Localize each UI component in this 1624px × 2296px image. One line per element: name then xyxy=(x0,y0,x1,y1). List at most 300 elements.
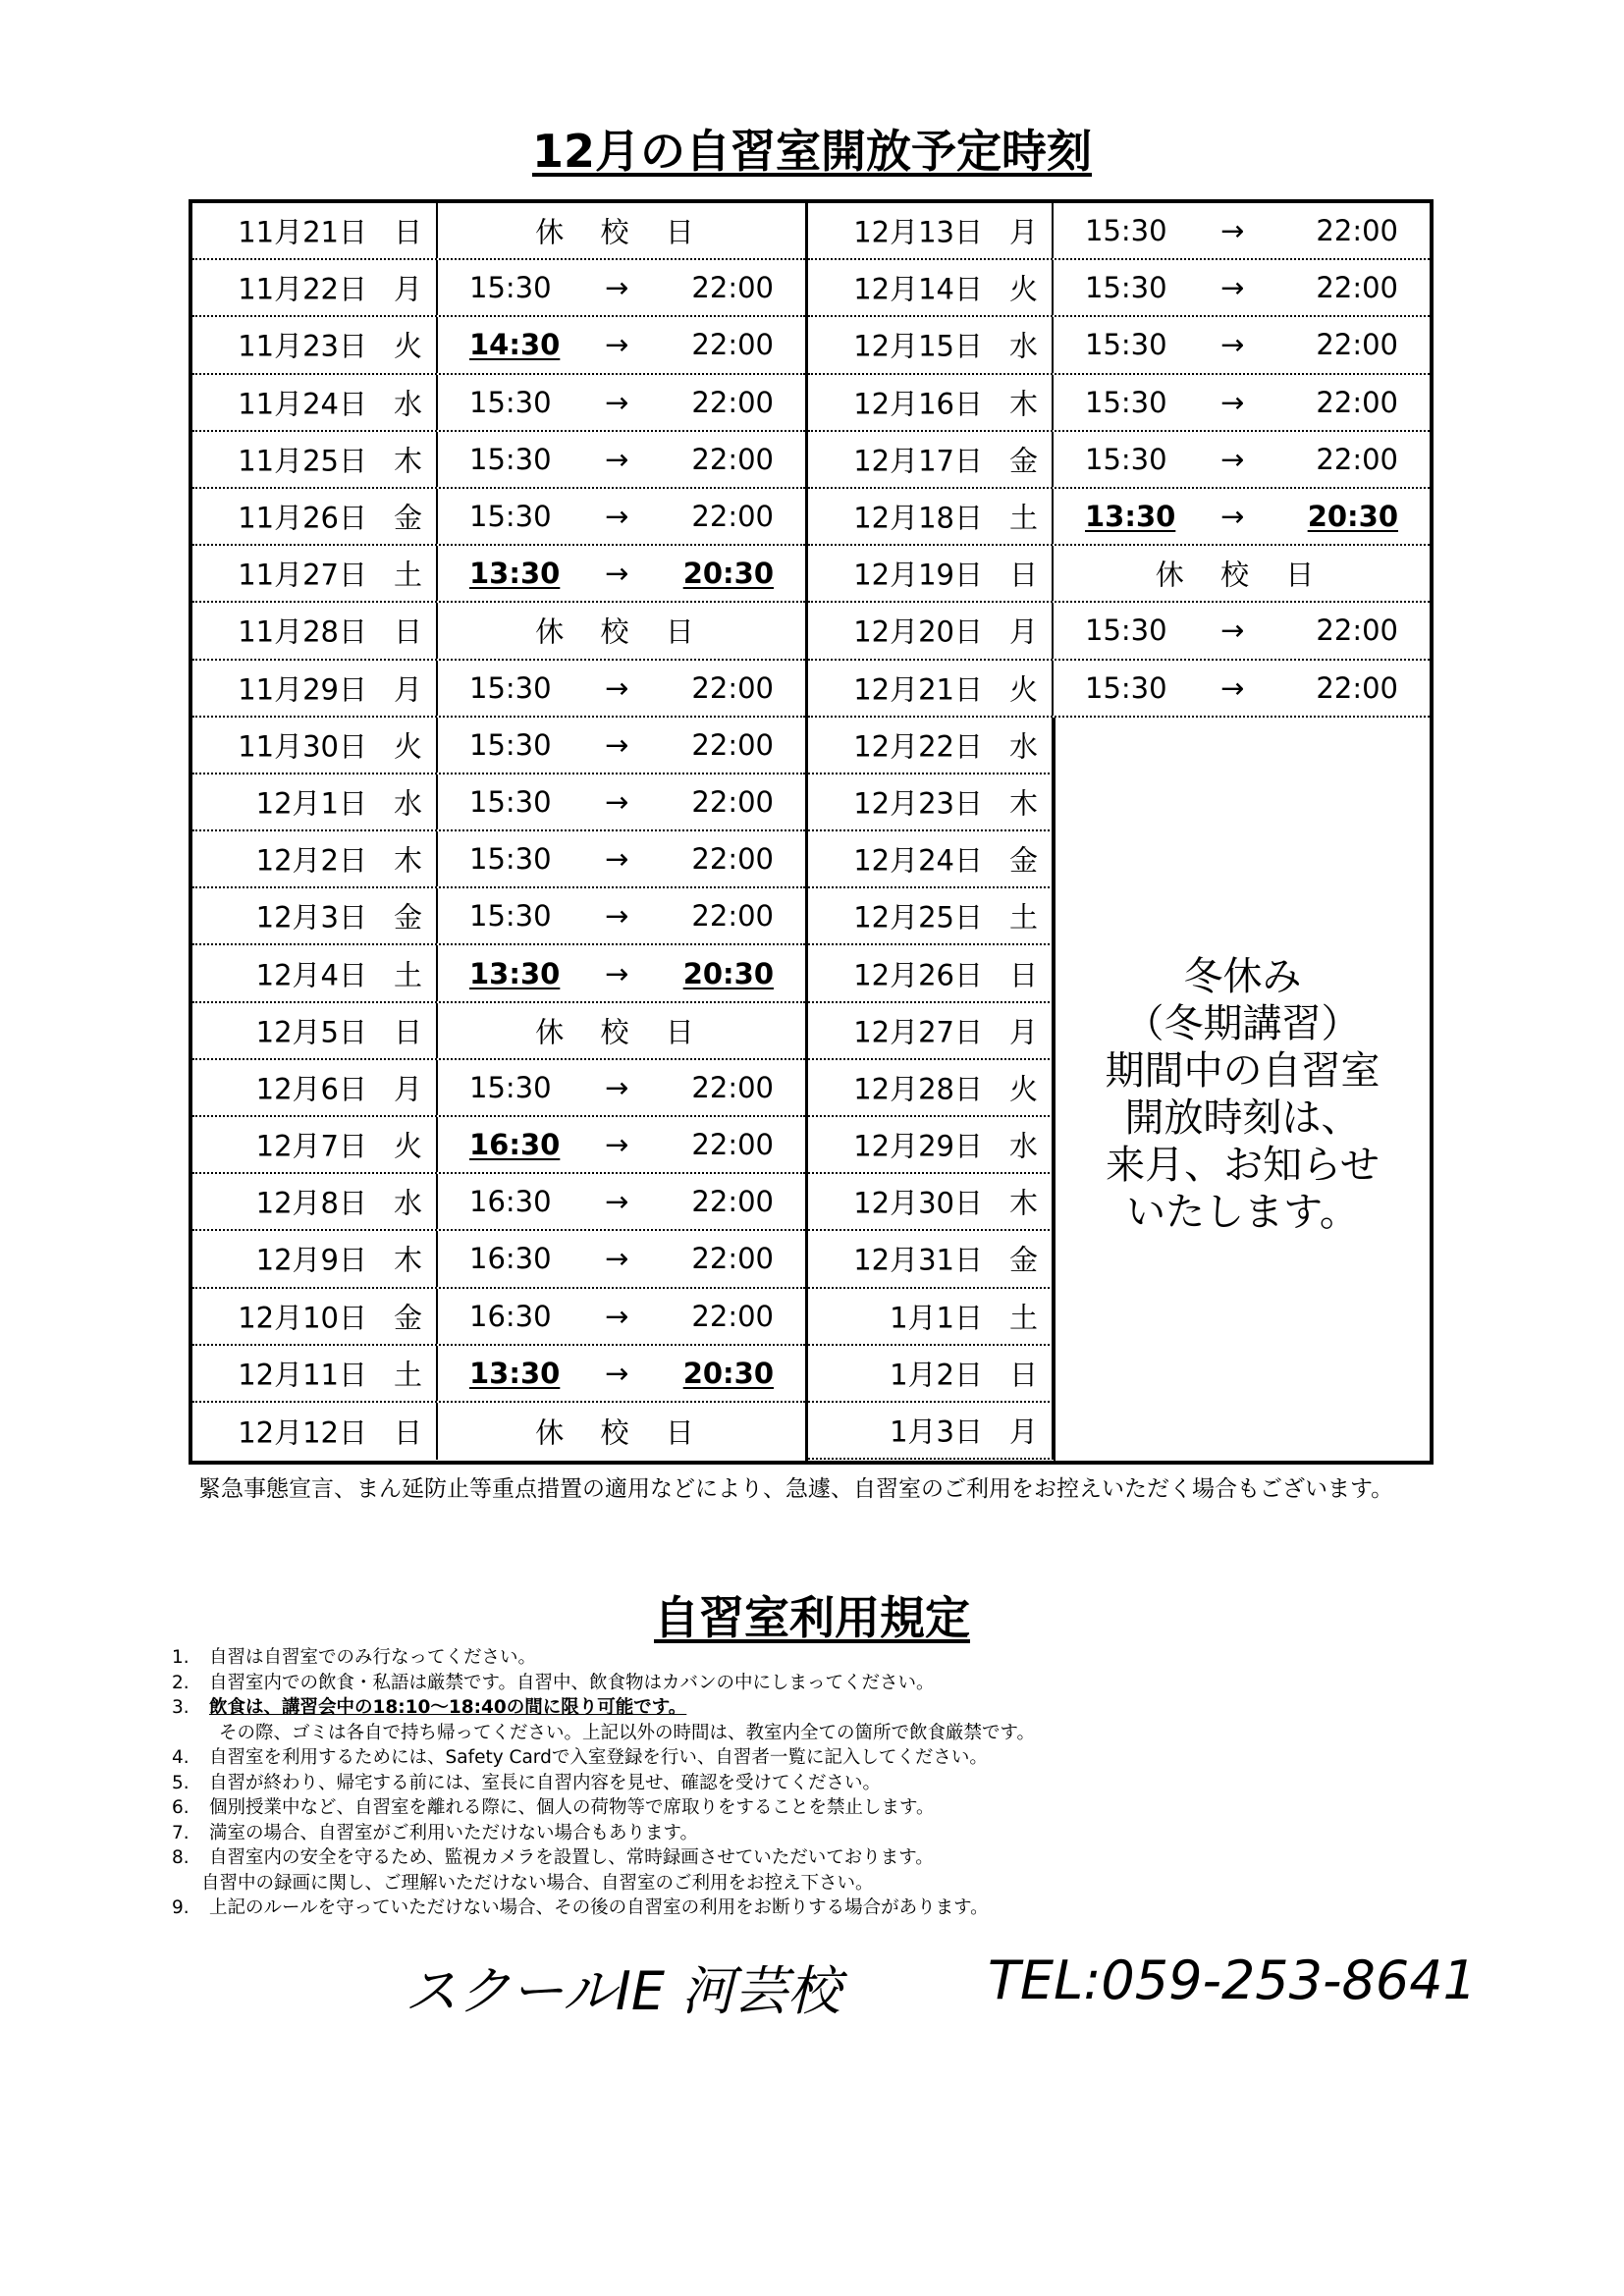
schedule-row xyxy=(192,432,805,489)
start-time: 16:30 xyxy=(469,1242,552,1276)
rule-text: 自習中の録画に関し、ご理解いただけない場合、自習室のご利用をお控え下さい。 xyxy=(201,1872,874,1894)
date-label: 12月8日 xyxy=(255,1186,367,1220)
time-cell xyxy=(438,1060,805,1115)
time-cell xyxy=(438,888,805,943)
date-label: 12月25日 xyxy=(853,900,983,934)
schedule-row xyxy=(808,546,1430,603)
end-time: 22:00 xyxy=(691,385,774,419)
schedule-row xyxy=(808,432,1430,489)
date-cell xyxy=(192,203,438,258)
weekday-label: 土 xyxy=(393,558,422,592)
date-cell xyxy=(808,317,1054,372)
time-cell xyxy=(1054,203,1430,258)
winter-notice-line: （冬期講習） xyxy=(1124,1001,1361,1046)
date-cell xyxy=(192,774,438,829)
date-label: 12月27日 xyxy=(853,1015,983,1049)
weekday-label: 木 xyxy=(393,1243,422,1277)
schedule-row xyxy=(192,546,805,603)
date-cell xyxy=(808,603,1054,658)
end-time: 22:00 xyxy=(691,1299,774,1333)
schedule-row xyxy=(192,945,805,1002)
weekday-label: 水 xyxy=(1008,329,1038,363)
date-cell xyxy=(192,718,438,773)
schedule-row xyxy=(808,831,1054,888)
schedule-row xyxy=(192,888,805,945)
weekday-label: 火 xyxy=(393,329,422,363)
arrow-icon: → xyxy=(605,442,629,476)
date-cell xyxy=(192,888,438,943)
footer xyxy=(0,1949,1624,2028)
date-label: 12月5日 xyxy=(255,1015,367,1049)
date-cell xyxy=(808,1289,1054,1344)
date-label: 11月23日 xyxy=(238,329,367,363)
rule-text: 自習室内の安全を守るため、監視カメラを設置し、常時録画させていただいております。 xyxy=(209,1847,934,1868)
date-cell xyxy=(808,1060,1054,1115)
date-label: 11月25日 xyxy=(238,444,367,478)
time-cell xyxy=(438,1231,805,1286)
weekday-label: 水 xyxy=(393,387,422,421)
arrow-icon: → xyxy=(605,670,629,705)
weekday-label: 日 xyxy=(1008,558,1038,592)
time-cell xyxy=(438,203,805,258)
schedule-row xyxy=(808,603,1430,660)
date-label: 11月27日 xyxy=(238,558,367,592)
weekday-label: 木 xyxy=(393,444,422,478)
date-cell xyxy=(192,1403,438,1460)
date-cell xyxy=(192,603,438,658)
schedule-row xyxy=(192,1174,805,1231)
weekday-label: 火 xyxy=(393,729,422,764)
date-cell xyxy=(808,718,1054,773)
weekday-label: 月 xyxy=(1008,215,1038,249)
time-cell xyxy=(1054,546,1430,601)
rule-text: 自習が終わり、帰宅する前には、室長に自習内容を見せ、確認を受けてください。 xyxy=(209,1772,881,1793)
start-time: 15:30 xyxy=(1085,214,1167,248)
date-cell xyxy=(808,375,1054,430)
schedule-row xyxy=(192,661,805,718)
weekday-label: 火 xyxy=(1008,272,1038,306)
date-label: 1月3日 xyxy=(890,1415,983,1449)
rule-number: 1. xyxy=(172,1647,189,1668)
date-cell xyxy=(192,432,438,487)
date-label: 12月24日 xyxy=(853,843,983,878)
arrow-icon: → xyxy=(605,1356,629,1390)
weekday-label: 土 xyxy=(393,958,422,992)
time-cell xyxy=(1054,317,1430,372)
end-time: 22:00 xyxy=(1316,214,1398,248)
schedule-row xyxy=(192,489,805,546)
weekday-label: 月 xyxy=(393,1072,422,1106)
date-label: 12月19日 xyxy=(853,558,983,592)
schedule-row xyxy=(808,718,1054,774)
start-time: 16:30 xyxy=(469,1185,552,1219)
date-label: 12月2日 xyxy=(255,843,367,878)
arrow-icon: → xyxy=(605,956,629,990)
weekday-label: 日 xyxy=(393,1015,422,1049)
rule-item xyxy=(172,1896,1448,1921)
rule-item xyxy=(172,1871,1448,1896)
schedule-row xyxy=(808,317,1430,374)
arrow-icon: → xyxy=(1220,442,1245,476)
date-label: 12月20日 xyxy=(853,614,983,649)
schedule-row xyxy=(192,831,805,888)
weekday-label: 水 xyxy=(393,1186,422,1220)
schedule-row xyxy=(808,1289,1054,1346)
end-time: 22:00 xyxy=(1316,442,1398,476)
date-label: 12月10日 xyxy=(238,1301,367,1335)
schedule-row xyxy=(192,317,805,374)
schedule-row xyxy=(808,661,1430,718)
weekday-label: 金 xyxy=(1008,843,1038,878)
date-cell xyxy=(808,1403,1054,1458)
date-cell xyxy=(808,203,1054,258)
schedule-row xyxy=(808,489,1430,546)
weekday-label: 月 xyxy=(1008,614,1038,649)
time-cell xyxy=(438,432,805,487)
date-cell xyxy=(192,1231,438,1286)
date-label: 12月17日 xyxy=(853,444,983,478)
closed-day-label: 休 校 日 xyxy=(535,1015,708,1049)
time-cell xyxy=(438,1174,805,1229)
date-label: 12月29日 xyxy=(853,1129,983,1163)
end-time: 22:00 xyxy=(691,670,774,705)
schedule-row xyxy=(192,203,805,260)
end-time: 22:00 xyxy=(691,1128,774,1162)
end-time: 22:00 xyxy=(1316,271,1398,305)
weekday-label: 火 xyxy=(393,1129,422,1163)
schedule-left-column xyxy=(192,203,808,1461)
end-time: 22:00 xyxy=(1316,328,1398,362)
rule-emphasis: 飲食は、講習会中の18:10～18:40の間に限り可能です。 xyxy=(209,1697,687,1718)
time-cell xyxy=(438,317,805,372)
rule-number: 2. xyxy=(172,1672,189,1693)
weekday-label: 月 xyxy=(393,272,422,306)
schedule-row xyxy=(808,1003,1054,1060)
start-time: 15:30 xyxy=(469,727,552,762)
date-label: 12月7日 xyxy=(255,1129,367,1163)
schedule-row xyxy=(192,774,805,831)
start-time: 15:30 xyxy=(1085,614,1167,648)
date-label: 12月30日 xyxy=(853,1186,983,1220)
schedule-row xyxy=(808,774,1054,831)
time-cell xyxy=(438,718,805,773)
date-label: 12月9日 xyxy=(255,1243,367,1277)
end-time: 22:00 xyxy=(691,1070,774,1104)
schedule-right-column xyxy=(808,203,1430,1461)
start-time: 15:30 xyxy=(469,442,552,476)
start-time: 15:30 xyxy=(1085,385,1167,419)
arrow-icon: → xyxy=(605,784,629,819)
schedule-row xyxy=(808,1060,1054,1117)
date-label: 12月16日 xyxy=(853,387,983,421)
start-time: 15:30 xyxy=(1085,442,1167,476)
winter-notice-line: 来月、お知らせ xyxy=(1106,1143,1380,1188)
start-time: 13:30 xyxy=(469,557,561,591)
date-cell xyxy=(808,432,1054,487)
date-label: 12月26日 xyxy=(853,958,983,992)
closed-day-label: 休 校 日 xyxy=(535,1415,708,1450)
time-cell xyxy=(438,546,805,601)
time-cell xyxy=(438,774,805,829)
start-time: 15:30 xyxy=(469,500,552,534)
weekday-label: 日 xyxy=(1008,1358,1038,1392)
end-time: 22:00 xyxy=(691,727,774,762)
start-time: 15:30 xyxy=(469,1070,552,1104)
rule-number: 3. xyxy=(172,1697,189,1718)
rule-item xyxy=(172,1645,1448,1671)
date-label: 11月22日 xyxy=(238,272,367,306)
weekday-label: 土 xyxy=(393,1358,422,1392)
date-label: 12月28日 xyxy=(853,1072,983,1106)
schedule-row xyxy=(808,203,1430,260)
date-cell xyxy=(192,260,438,315)
schedule-row xyxy=(192,1403,805,1460)
start-time: 15:30 xyxy=(469,670,552,705)
start-time: 16:30 xyxy=(469,1299,552,1333)
weekday-label: 土 xyxy=(1008,900,1038,934)
closed-day-label: 休 校 日 xyxy=(1155,558,1328,592)
schedule-row xyxy=(192,718,805,774)
school-name: スクールIE 河芸校 xyxy=(405,1960,841,2022)
date-label: 11月21日 xyxy=(238,215,367,249)
date-label: 12月15日 xyxy=(853,329,983,363)
date-label: 12月23日 xyxy=(853,786,983,821)
rule-number: 7. xyxy=(172,1822,189,1843)
schedule-row xyxy=(808,1174,1054,1231)
time-cell xyxy=(1054,489,1430,544)
rule-item xyxy=(172,1771,1448,1796)
date-label: 12月18日 xyxy=(853,501,983,535)
schedule-row xyxy=(192,375,805,432)
time-cell xyxy=(1054,375,1430,430)
schedule-row xyxy=(192,1003,805,1060)
rule-number: 8. xyxy=(172,1847,189,1868)
arrow-icon: → xyxy=(605,500,629,534)
date-cell xyxy=(192,1346,438,1401)
date-cell xyxy=(192,1289,438,1344)
weekday-label: 火 xyxy=(1008,672,1038,707)
date-cell xyxy=(192,831,438,886)
end-time: 20:30 xyxy=(1307,500,1398,534)
rule-text: 自習室内での飲食・私語は厳禁です。自習中、飲食物はカバンの中にしまってください。 xyxy=(209,1672,935,1693)
end-time: 22:00 xyxy=(1316,614,1398,648)
schedule-row xyxy=(192,1060,805,1117)
rule-item xyxy=(172,1721,1448,1746)
arrow-icon: → xyxy=(1220,500,1245,534)
date-label: 11月30日 xyxy=(238,729,367,764)
time-cell xyxy=(438,260,805,315)
time-cell xyxy=(438,1403,805,1460)
winter-notice-line: 冬休み xyxy=(1183,954,1302,999)
arrow-icon: → xyxy=(1220,614,1245,648)
weekday-label: 水 xyxy=(393,786,422,821)
end-time: 22:00 xyxy=(691,271,774,305)
rule-number: 4. xyxy=(172,1747,189,1768)
weekday-label: 土 xyxy=(1008,501,1038,535)
weekday-label: 水 xyxy=(1008,729,1038,764)
date-label: 1月2日 xyxy=(890,1358,983,1392)
schedule-table xyxy=(189,199,1434,1465)
start-time: 15:30 xyxy=(469,899,552,934)
date-cell xyxy=(808,1003,1054,1058)
time-cell xyxy=(438,661,805,716)
end-time: 22:00 xyxy=(1316,385,1398,419)
time-cell xyxy=(438,945,805,1000)
time-cell xyxy=(1054,260,1430,315)
start-time: 13:30 xyxy=(469,956,561,990)
end-time: 22:00 xyxy=(691,500,774,534)
date-cell xyxy=(192,1060,438,1115)
date-cell xyxy=(192,1174,438,1229)
date-label: 12月3日 xyxy=(255,900,367,934)
date-label: 11月28日 xyxy=(238,614,367,649)
time-cell xyxy=(438,489,805,544)
date-label: 12月21日 xyxy=(853,672,983,707)
date-cell xyxy=(808,1174,1054,1229)
date-cell xyxy=(808,1346,1054,1401)
date-cell xyxy=(808,774,1054,829)
weekday-label: 日 xyxy=(393,614,422,649)
date-cell xyxy=(808,1231,1054,1286)
date-cell xyxy=(808,546,1054,601)
time-cell xyxy=(1054,432,1430,487)
time-cell xyxy=(1054,603,1430,658)
winter-notice-line: 開放時刻は、 xyxy=(1124,1095,1361,1141)
end-time: 22:00 xyxy=(691,784,774,819)
start-time: 15:30 xyxy=(469,271,552,305)
weekday-label: 日 xyxy=(1008,958,1038,992)
schedule-row xyxy=(192,1231,805,1288)
time-cell xyxy=(1054,661,1430,716)
arrow-icon: → xyxy=(1220,214,1245,248)
date-label: 12月13日 xyxy=(853,215,983,249)
phone-number: TEL:059-253-8641 xyxy=(988,1949,1477,2011)
weekday-label: 金 xyxy=(393,1301,422,1335)
arrow-icon: → xyxy=(605,1242,629,1276)
date-cell xyxy=(808,945,1054,1000)
weekday-label: 金 xyxy=(393,501,422,535)
time-cell xyxy=(438,1289,805,1344)
end-time: 22:00 xyxy=(691,442,774,476)
time-cell xyxy=(438,1117,805,1172)
start-time: 16:30 xyxy=(469,1128,561,1162)
schedule-row xyxy=(808,945,1054,1002)
winter-notice-line: いたします。 xyxy=(1126,1190,1359,1235)
arrow-icon: → xyxy=(605,1128,629,1162)
rule-text: 満室の場合、自習室がご利用いただけない場合もあります。 xyxy=(209,1822,699,1843)
start-time: 15:30 xyxy=(469,784,552,819)
date-cell xyxy=(192,489,438,544)
schedule-row xyxy=(808,260,1430,317)
arrow-icon: → xyxy=(605,271,629,305)
date-cell xyxy=(192,1117,438,1172)
date-cell xyxy=(808,661,1054,716)
schedule-row xyxy=(808,1117,1054,1174)
time-cell xyxy=(438,375,805,430)
schedule-row xyxy=(808,375,1430,432)
date-cell xyxy=(192,375,438,430)
arrow-icon: → xyxy=(1220,328,1245,362)
rule-text: その際、ゴミは各自で持ち帰ってください。上記以外の時間は、教室内全ての箇所で飲食厳禁です。 xyxy=(219,1722,1036,1743)
end-time: 22:00 xyxy=(1316,670,1398,705)
arrow-icon: → xyxy=(605,1070,629,1104)
time-cell xyxy=(438,831,805,886)
schedule-row xyxy=(192,1289,805,1346)
schedule-row xyxy=(192,603,805,660)
weekday-label: 月 xyxy=(1008,1415,1038,1449)
end-time: 22:00 xyxy=(691,1242,774,1276)
weekday-label: 木 xyxy=(1008,1186,1038,1220)
schedule-row xyxy=(192,1346,805,1403)
winter-notice-line: 期間中の自習室 xyxy=(1105,1048,1380,1094)
schedule-row xyxy=(808,888,1054,945)
rule-text: 個別授業中など、自習室を離れる際に、個人の荷物等で席取りをすることを禁止します。 xyxy=(209,1797,935,1818)
date-label: 11月26日 xyxy=(238,501,367,535)
date-cell xyxy=(192,945,438,1000)
date-label: 12月11日 xyxy=(238,1358,367,1392)
weekday-label: 日 xyxy=(393,1415,422,1450)
end-time: 22:00 xyxy=(691,328,774,362)
date-label: 12月6日 xyxy=(255,1072,367,1106)
weekday-label: 水 xyxy=(1008,1129,1038,1163)
date-label: 12月14日 xyxy=(853,272,983,306)
date-cell xyxy=(192,661,438,716)
arrow-icon: → xyxy=(605,557,629,591)
arrow-icon: → xyxy=(605,385,629,419)
weekday-label: 日 xyxy=(393,215,422,249)
arrow-icon: → xyxy=(605,1299,629,1333)
date-cell xyxy=(808,831,1054,886)
date-label: 1月1日 xyxy=(890,1301,983,1335)
weekday-label: 木 xyxy=(1008,387,1038,421)
date-cell xyxy=(192,1003,438,1058)
arrow-icon: → xyxy=(605,727,629,762)
weekday-label: 金 xyxy=(1008,1243,1038,1277)
weekday-label: 月 xyxy=(393,672,422,707)
weekday-label: 月 xyxy=(1008,1015,1038,1049)
rule-text: 自習は自習室でのみ行なってください。 xyxy=(209,1647,537,1668)
start-time: 13:30 xyxy=(1085,500,1176,534)
schedule-row xyxy=(192,1117,805,1174)
rules-title: 自習室利用規定 xyxy=(654,1591,970,1644)
arrow-icon: → xyxy=(605,328,629,362)
date-cell xyxy=(808,260,1054,315)
schedule-row xyxy=(808,1231,1054,1288)
end-time: 22:00 xyxy=(691,899,774,934)
rule-item xyxy=(172,1745,1448,1771)
page-title: 12月の自習室開放予定時刻 xyxy=(531,125,1092,178)
arrow-icon: → xyxy=(1220,271,1245,305)
rule-number: 6. xyxy=(172,1797,189,1818)
closed-day-label: 休 校 日 xyxy=(535,614,708,649)
start-time: 15:30 xyxy=(1085,670,1167,705)
rule-item xyxy=(172,1695,1448,1721)
rule-number: 9. xyxy=(172,1897,189,1918)
end-time: 22:00 xyxy=(691,842,774,877)
rule-item xyxy=(172,1671,1448,1696)
arrow-icon: → xyxy=(1220,670,1245,705)
time-cell xyxy=(438,1003,805,1058)
weekday-label: 火 xyxy=(1008,1072,1038,1106)
weekday-label: 金 xyxy=(1008,444,1038,478)
date-cell xyxy=(808,1117,1054,1172)
winter-notice xyxy=(1056,953,1430,1236)
schedule-row xyxy=(808,1346,1054,1403)
start-time: 15:30 xyxy=(469,842,552,877)
date-label: 12月1日 xyxy=(255,786,367,821)
date-label: 12月12日 xyxy=(238,1415,367,1450)
weekday-label: 金 xyxy=(393,900,422,934)
